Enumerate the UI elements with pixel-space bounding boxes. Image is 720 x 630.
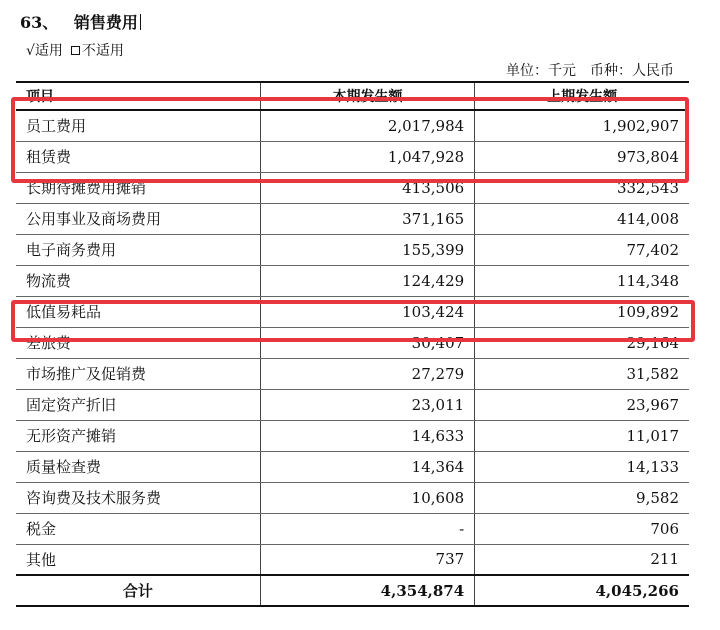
row-previous-value: 23,967 — [475, 389, 689, 420]
table-row — [16, 234, 689, 265]
row-item: 差旅费 — [16, 327, 260, 358]
row-previous-value: 29,164 — [475, 327, 689, 358]
row-previous-value: 31,582 — [475, 358, 689, 389]
check-mark-icon: √ — [26, 43, 35, 59]
text-cursor — [140, 14, 141, 30]
row-previous-value: 14,133 — [475, 451, 689, 482]
row-previous-value: 332,543 — [475, 172, 689, 203]
header-item: 项目 — [16, 82, 260, 110]
row-item: 租赁费 — [16, 141, 260, 172]
table-row — [16, 141, 689, 172]
section-number: 63、 — [20, 13, 59, 32]
row-previous-value: 11,017 — [475, 420, 689, 451]
table-row — [16, 172, 689, 203]
row-item: 物流费 — [16, 265, 260, 296]
row-item: 市场推广及促销费 — [16, 358, 260, 389]
table-row — [16, 203, 689, 234]
unit-currency-line: 单位：千元 币种：人民币 — [506, 63, 674, 79]
row-item: 电子商务费用 — [16, 234, 260, 265]
table-row — [16, 358, 689, 389]
row-item: 员工费用 — [16, 110, 260, 141]
table-row — [16, 420, 689, 451]
row-current-value: 2,017,984 — [260, 110, 474, 141]
row-item: 质量检查费 — [16, 451, 260, 482]
row-current-value: 10,608 — [260, 482, 474, 513]
header-current-period: 本期发生额 — [260, 82, 474, 110]
row-previous-value: 414,008 — [475, 203, 689, 234]
table-header-row — [16, 82, 689, 110]
total-label: 合计 — [16, 575, 260, 606]
header-previous-period: 上期发生额 — [475, 82, 689, 110]
row-current-value: 737 — [260, 544, 474, 575]
row-current-value: 103,424 — [260, 296, 474, 327]
row-previous-value: 211 — [475, 544, 689, 575]
table-body — [16, 110, 689, 606]
applicable-label: 适用 — [34, 43, 63, 59]
row-current-value: 124,429 — [260, 265, 474, 296]
row-item: 低值易耗品 — [16, 296, 260, 327]
row-previous-value: 77,402 — [475, 234, 689, 265]
row-previous-value: 706 — [475, 513, 689, 544]
row-previous-value: 9,582 — [475, 482, 689, 513]
row-current-value: 1,047,928 — [260, 141, 474, 172]
not-applicable-label: 不适用 — [81, 43, 124, 59]
total-current-value: 4,354,874 — [260, 575, 474, 606]
row-item: 公用事业及商场费用 — [16, 203, 260, 234]
table-row — [16, 296, 689, 327]
table-row — [16, 482, 689, 513]
table-row — [16, 389, 689, 420]
table-row — [16, 513, 689, 544]
table-row — [16, 265, 689, 296]
row-previous-value: 973,804 — [475, 141, 689, 172]
total-previous-value: 4,045,266 — [475, 575, 689, 606]
row-current-value: 27,279 — [260, 358, 474, 389]
row-current-value: - — [260, 513, 474, 544]
row-current-value: 14,364 — [260, 451, 474, 482]
row-current-value: 23,011 — [260, 389, 474, 420]
row-current-value: 371,165 — [260, 203, 474, 234]
row-item: 无形资产摊销 — [16, 420, 260, 451]
row-current-value: 155,399 — [260, 234, 474, 265]
row-previous-value: 114,348 — [475, 265, 689, 296]
table-total-row — [16, 575, 689, 606]
table-row — [16, 327, 689, 358]
table-row — [16, 110, 689, 141]
row-current-value: 14,633 — [260, 420, 474, 451]
table-row — [16, 544, 689, 575]
row-item: 咨询费及技术服务费 — [16, 482, 260, 513]
empty-checkbox-icon — [71, 46, 80, 55]
row-item: 长期待摊费用摊销 — [16, 172, 260, 203]
row-previous-value: 1,902,907 — [475, 110, 689, 141]
sales-expense-table — [16, 81, 689, 607]
row-current-value: 30,407 — [260, 327, 474, 358]
row-previous-value: 109,892 — [475, 296, 689, 327]
row-item: 税金 — [16, 513, 260, 544]
row-item: 其他 — [16, 544, 260, 575]
row-current-value: 413,506 — [260, 172, 474, 203]
section-title: 销售费用 — [73, 13, 138, 32]
section-heading — [20, 10, 141, 33]
table-row — [16, 451, 689, 482]
applicability-line — [26, 40, 124, 60]
row-item: 固定资产折旧 — [16, 389, 260, 420]
